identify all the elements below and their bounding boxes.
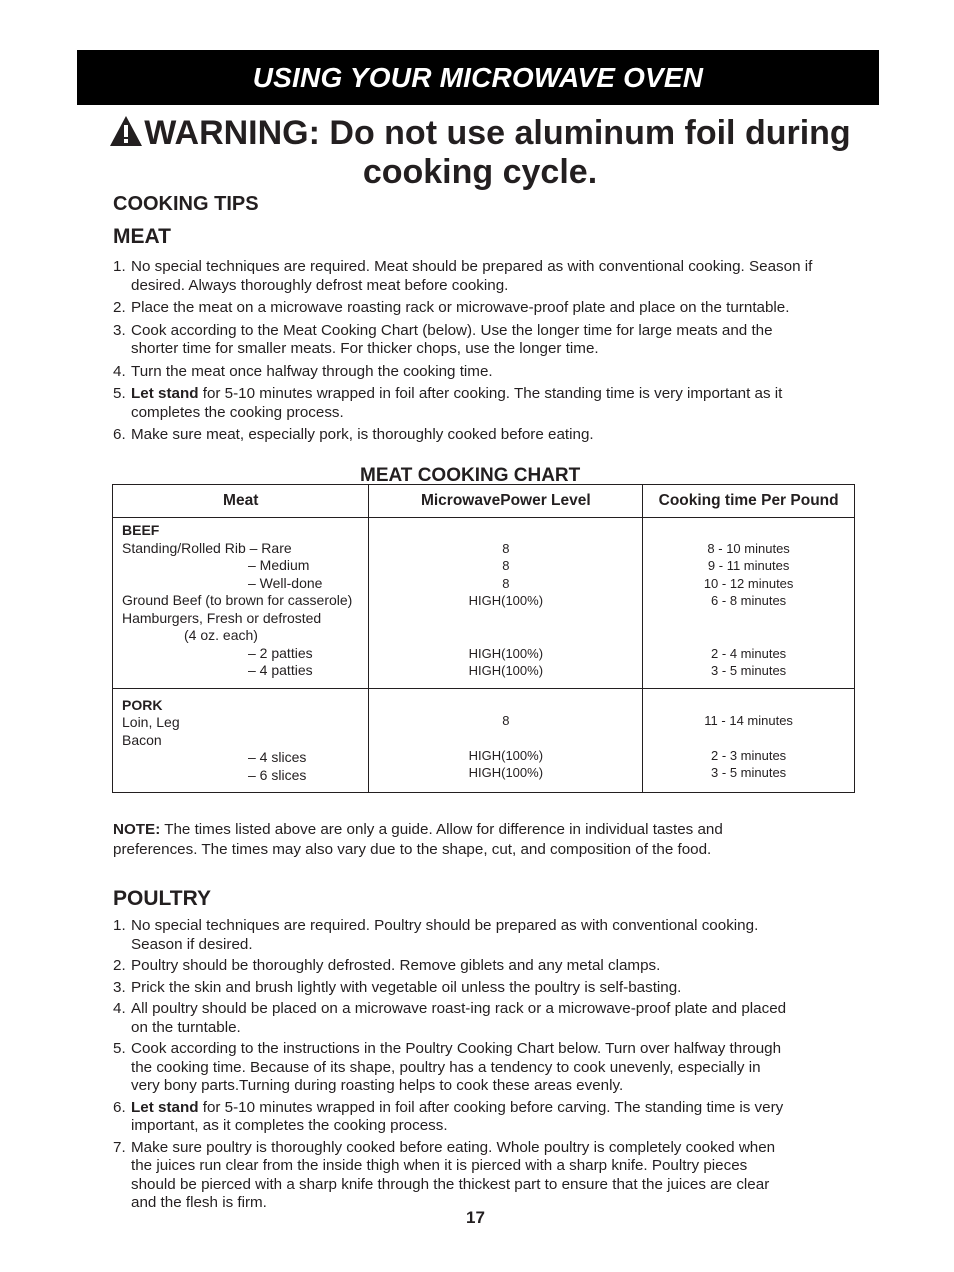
warning-triangle-icon (109, 115, 143, 147)
step-text: Prick the skin and brush lightly with vegetable oil unless the poultry is self-basting. (131, 978, 682, 996)
warning-line-1: WARNING: Do not use aluminum foil during (80, 114, 880, 153)
header-cooking-time: Cooking time Per Pound (643, 485, 855, 518)
beef-category: BEEF (122, 522, 160, 538)
list-item (113, 385, 858, 422)
meat-steps-list (113, 258, 858, 449)
step-text: Make sure poultry is thoroughly cooked before eating. Whole poultry is completely cooked when (131, 1138, 776, 1156)
step-number: 5. (113, 385, 126, 402)
pork-items (113, 688, 369, 793)
note-text-1: The times listed above are only a guide. Allow for difference in individual tastes and (160, 821, 723, 838)
note-text-2: preferences. The times may also vary due to the shape, cut, and composition of the food. (113, 841, 712, 858)
power-value: HIGH(100%) (468, 593, 544, 608)
list-item (113, 258, 858, 295)
step-number: 2. (113, 957, 126, 974)
step-text: and the flesh is firm. (131, 1194, 267, 1211)
chart-header-row (113, 485, 855, 518)
pork-bacon: Bacon (122, 731, 162, 748)
step-number: 6. (113, 1098, 126, 1116)
time-value: 6 - 8 minutes (711, 593, 787, 608)
step-number: 3. (113, 321, 126, 339)
power-value: 8 (502, 540, 510, 556)
time-value: 8 - 10 minutes (707, 540, 790, 556)
step-text: the juices run clear from the inside thigh when it is pierced with a sharp knife. Poultry pieces (131, 1157, 748, 1174)
time-value: 2 - 4 minutes (711, 645, 787, 661)
section-banner (77, 50, 879, 105)
list-item (113, 1099, 858, 1136)
power-value: 8 (502, 575, 510, 591)
list-item (113, 979, 858, 998)
header-power-level: MicrowavePower Level (369, 485, 643, 518)
time-value: 10 - 12 minutes (703, 575, 794, 591)
power-value: 8 (502, 558, 510, 573)
beef-medium: – Medium (248, 557, 310, 573)
beef-ground: Ground Beef (to brown for casserole) (122, 592, 353, 608)
step-text: for 5-10 minutes wrapped in foil after cooking. The standing time is very important as it (198, 385, 783, 402)
step-text: the cooking time. Because of its shape, poultry has a tendency to cook unevenly, especially in (131, 1058, 761, 1076)
list-item (113, 1000, 858, 1037)
pork-category: PORK (122, 696, 163, 713)
time-value: 9 - 11 minutes (707, 558, 790, 573)
beef-times (643, 518, 855, 689)
list-item (113, 322, 858, 359)
list-item (113, 957, 858, 976)
time-value: 3 - 5 minutes (711, 765, 787, 780)
warning-line-2: cooking cycle. (362, 153, 598, 191)
pork-6-slices: – 6 slices (248, 766, 307, 783)
pork-power-levels (369, 688, 643, 793)
page-number: 17 (466, 1208, 485, 1227)
poultry-heading: POULTRY (113, 887, 211, 910)
step-emphasis: Let stand (131, 385, 199, 402)
power-value: 8 (502, 712, 510, 728)
list-item (113, 426, 858, 445)
step-text: Season if desired. (131, 935, 253, 953)
banner-title: USING YOUR MICROWAVE OVEN (252, 61, 704, 93)
list-item (113, 917, 858, 954)
beef-hamburgers: Hamburgers, Fresh or defrosted (122, 609, 322, 626)
beef-rib: Standing/Rolled Rib – Rare (122, 539, 292, 556)
step-text: completes the cooking process. (131, 403, 344, 421)
header-meat: Meat (113, 485, 369, 518)
beef-power-levels (369, 518, 643, 689)
step-number: 2. (113, 299, 126, 316)
meat-cooking-chart (112, 484, 855, 793)
step-text: Cook according to the Meat Cooking Chart (below). Use the longer time for large meats and the (131, 321, 773, 339)
step-text: Make sure meat, especially pork, is thoroughly cooked before eating. (131, 426, 594, 443)
step-text: Turn the meat once halfway through the cooking time. (131, 362, 493, 380)
power-value: HIGH(100%) (468, 645, 544, 661)
step-text: on the turntable. (131, 1018, 241, 1036)
poultry-steps-list (113, 917, 858, 1216)
list-item (113, 299, 858, 318)
step-text: should be pierced with a sharp knife through the thickest part to ensure that the juices are clear (131, 1175, 770, 1193)
step-text: for 5-10 minutes wrapped in foil after cooking before carving. The standing time is very (198, 1098, 784, 1116)
list-item (113, 363, 858, 382)
time-value: 2 - 3 minutes (711, 747, 787, 763)
cooking-tips-heading: COOKING TIPS (113, 193, 259, 215)
time-value: 11 - 14 minutes (704, 712, 793, 728)
beef-each: (4 oz. each) (184, 627, 258, 643)
note-label: NOTE: (113, 821, 161, 838)
step-number: 5. (113, 1040, 126, 1057)
step-text: very bony parts.Turning during roasting helps to cook these areas evenly. (131, 1077, 624, 1094)
step-text: Place the meat on a microwave roasting rack or microwave-proof plate and place on the turntable. (131, 299, 790, 316)
step-number: 4. (113, 362, 126, 380)
step-number: 3. (113, 978, 126, 996)
time-value: 3 - 5 minutes (711, 663, 787, 678)
step-number: 4. (113, 1000, 126, 1017)
note-paragraph (113, 820, 833, 860)
chart-title: MEAT COOKING CHART (360, 465, 581, 486)
step-number: 7. (113, 1138, 126, 1156)
list-item (113, 1040, 858, 1096)
step-text: Cook according to the instructions in the Poultry Cooking Chart below. Turn over halfway through (131, 1040, 782, 1057)
step-text: No special techniques are required. Meat should be prepared as with conventional cooking. Season if (131, 258, 813, 275)
power-value: HIGH(100%) (468, 765, 544, 780)
beef-4-patties: – 4 patties (248, 662, 313, 678)
step-number: 1. (113, 917, 126, 934)
step-text: important, as it completes the cooking process. (131, 1117, 448, 1134)
step-number: 6. (113, 426, 126, 443)
pork-4-slices: – 4 slices (248, 749, 307, 765)
step-text: No special techniques are required. Poultry should be prepared as with conventional cooking. (131, 917, 759, 934)
pork-times (643, 688, 855, 793)
beef-welldone: – Well-done (248, 574, 323, 591)
power-value: HIGH(100%) (468, 663, 544, 678)
step-emphasis: Let stand (131, 1098, 199, 1116)
warning-heading (80, 114, 880, 192)
beef-row (113, 518, 855, 689)
step-text: desired. Always thoroughly defrost meat before cooking. (131, 276, 509, 294)
pork-row (113, 688, 855, 793)
step-text: shorter time for smaller meats. For thicker chops, use the longer time. (131, 340, 599, 357)
step-number: 1. (113, 258, 126, 275)
meat-heading: MEAT (113, 225, 171, 248)
list-item (113, 1139, 858, 1213)
pork-loin: Loin, Leg (122, 714, 180, 730)
power-value: HIGH(100%) (468, 747, 544, 763)
step-text: Poultry should be thoroughly defrosted. Remove giblets and any metal clamps. (131, 957, 661, 974)
step-text: All poultry should be placed on a microwave roast-ing rack or a microwave-proof plate and placed (131, 1000, 787, 1017)
beef-2-patties: – 2 patties (248, 644, 313, 661)
beef-items (113, 518, 369, 689)
